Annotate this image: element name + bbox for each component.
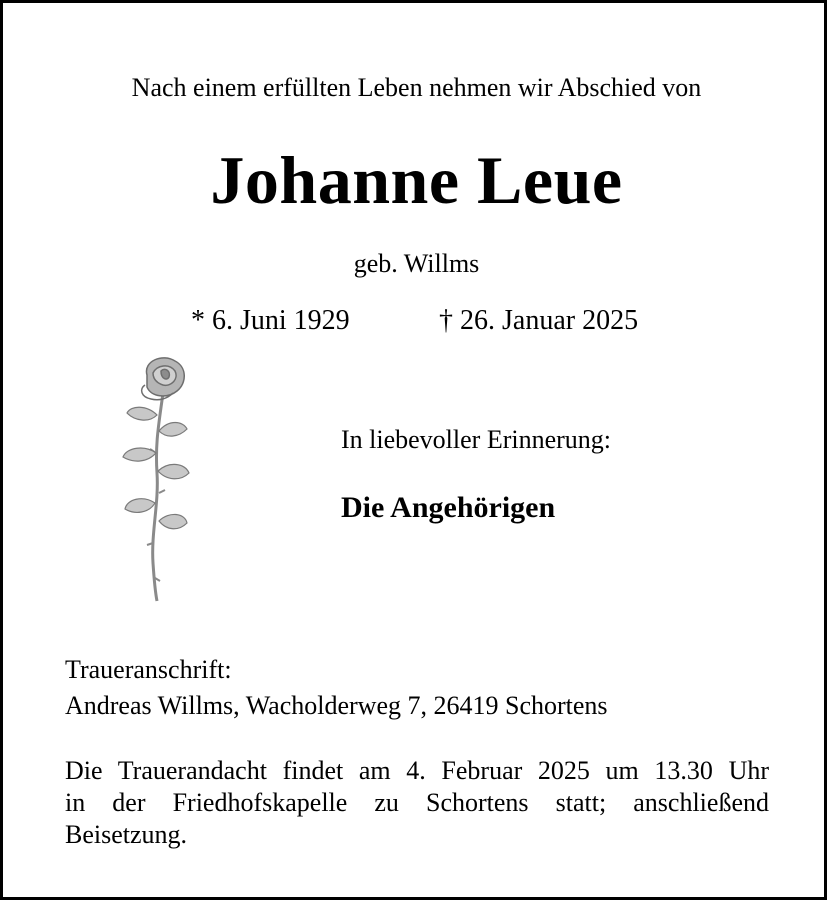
address-label: Traueranschrift: [65, 655, 232, 684]
service-line: in der Friedhofskapelle zu Schortens statt; anschließend [65, 788, 769, 817]
service-info [65, 755, 769, 851]
deceased-name: Johanne Leue [210, 142, 623, 218]
intro-text: Nach einem erfüllten Leben nehmen wir Abschied von [131, 73, 702, 102]
rose-icon [107, 353, 207, 608]
service-line: Die Trauerandacht findet am 4. Februar 2025 um 13.30 Uhr [65, 756, 769, 785]
memory-line: In liebevoller Erinnerung: [341, 425, 612, 454]
death-date: † 26. Januar 2025 [439, 305, 639, 336]
signed-by: Die Angehörigen [341, 491, 556, 524]
service-line: Beisetzung. [65, 820, 188, 849]
birth-date: * 6. Juni 1929 [191, 305, 350, 336]
maiden-name: geb. Willms [353, 249, 480, 278]
mourning-address: Andreas Willms, Wacholderweg 7, 26419 Schortens [65, 691, 608, 720]
